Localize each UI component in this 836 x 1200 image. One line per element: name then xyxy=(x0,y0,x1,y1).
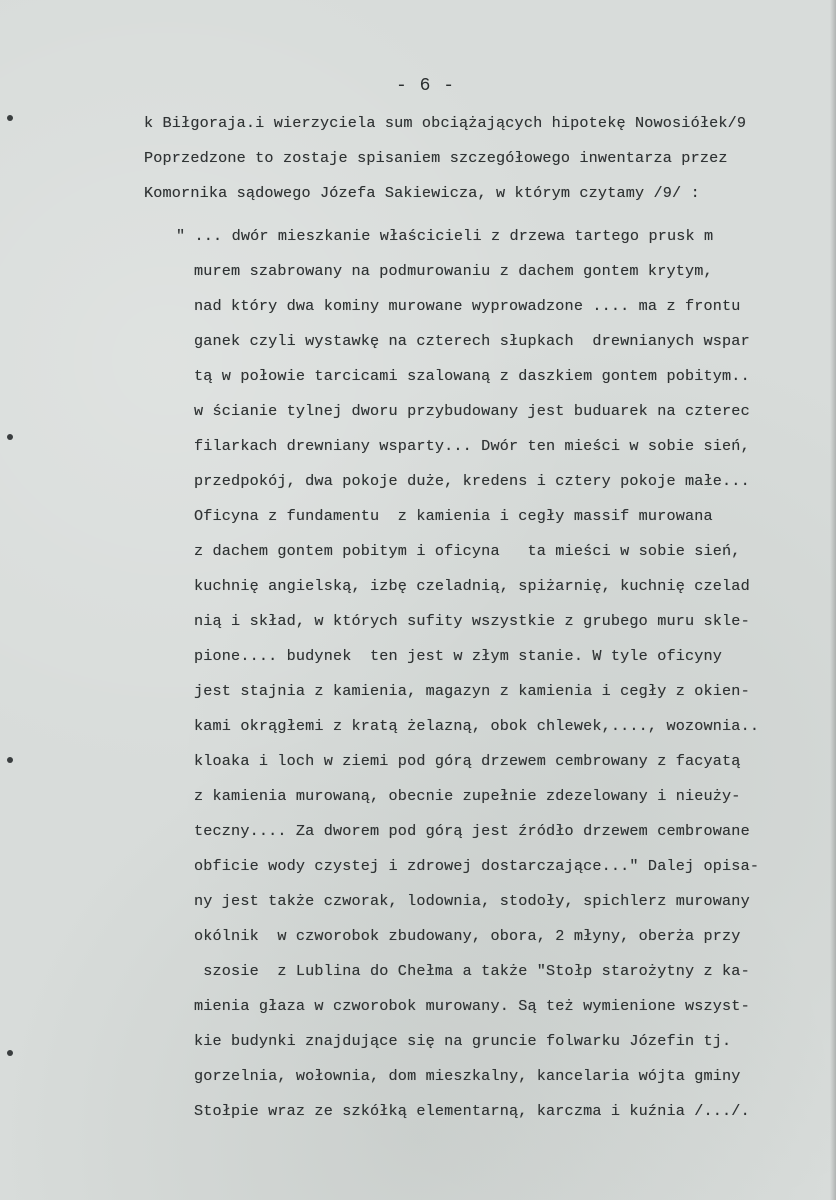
text-line: Oficyna z fundamentu z kamienia i cegły massif murowana xyxy=(194,507,713,525)
text-line: kie budynki znajdujące się na gruncie folwarku Józefin tj. xyxy=(194,1032,732,1050)
text-line: teczny.... Za dworem pod górą jest źródło drzewem cembrowane xyxy=(194,822,750,840)
text-line: ganek czyli wystawkę na czterech słupkach drewnianych wspar xyxy=(194,332,750,350)
text-line: Poprzedzone to zostaje spisaniem szczegółowego inwentarza przez xyxy=(144,149,728,167)
text-line: z dachem gontem pobitym i oficyna ta mieści w sobie sień, xyxy=(194,542,741,560)
text-line: nad który dwa kominy murowane wyprowadzone .... ma z frontu xyxy=(194,297,741,315)
text-line: jest stajnia z kamienia, magazyn z kamienia i cegły z okien- xyxy=(194,682,750,700)
text-line: gorzelnia, wołownia, dom mieszkalny, kancelaria wójta gminy xyxy=(194,1067,741,1085)
punch-mark xyxy=(7,1050,13,1056)
text-line: murem szabrowany na podmurowaniu z dachem gontem krytym, xyxy=(194,262,713,280)
text-line: mienia głaza w czworobok murowany. Są też wymienione wszyst- xyxy=(194,997,750,1015)
text-line: okólnik w czworobok zbudowany, obora, 2 młyny, oberża przy xyxy=(194,927,741,945)
punch-mark xyxy=(7,115,13,121)
text-line: przedpokój, dwa pokoje duże, kredens i cztery pokoje małe... xyxy=(194,472,750,490)
punch-mark xyxy=(7,757,13,763)
text-line: kami okrągłemi z kratą żelazną, obok chlewek,...., wozownia.. xyxy=(194,717,760,735)
text-line: w ścianie tylnej dworu przybudowany jest buduarek na czterec xyxy=(194,402,750,420)
punch-mark xyxy=(7,434,13,440)
text-line: obficie wody czystej i zdrowej dostarczające..." Dalej opisa- xyxy=(194,857,760,875)
page-number: - 6 - xyxy=(396,76,456,96)
text-line: kloaka i loch w ziemi pod górą drzewem cembrowany z facyatą xyxy=(194,752,741,770)
page-edge-shadow xyxy=(830,0,836,1200)
text-line: z kamienia murowaną, obecnie zupełnie zdezelowany i nieuży- xyxy=(194,787,741,805)
text-line: pione.... budynek ten jest w złym stanie. W tyle oficyny xyxy=(194,647,723,665)
text-line: Komornika sądowego Józefa Sakiewicza, w którym czytamy /9/ : xyxy=(144,184,700,202)
text-line: tą w połowie tarcicami szalowaną z daszkiem gontem pobitym.. xyxy=(194,367,750,385)
text-line: filarkach drewniany wsparty... Dwór ten mieści w sobie sień, xyxy=(194,437,750,455)
text-line: k Biłgoraja.i wierzyciela sum obciążających hipotekę Nowosiółek/9 xyxy=(144,114,747,132)
text-line: Stołpie wraz ze szkółką elementarną, karczma i kuźnia /.../. xyxy=(194,1102,750,1120)
text-line: szosie z Lublina do Chełma a także "Stołp starożytny z ka- xyxy=(194,962,750,980)
text-line: " ... dwór mieszkanie właścicieli z drzewa tartego prusk m xyxy=(176,227,714,245)
text-line: nią i skład, w których sufity wszystkie z grubego muru sklе- xyxy=(194,612,750,630)
text-line: ny jest także czworak, lodownia, stodoły, spichlerz murowany xyxy=(194,892,750,910)
text-line: kuchnię angielską, izbę czeladnią, spiżarnię, kuchnię czelad xyxy=(194,577,750,595)
